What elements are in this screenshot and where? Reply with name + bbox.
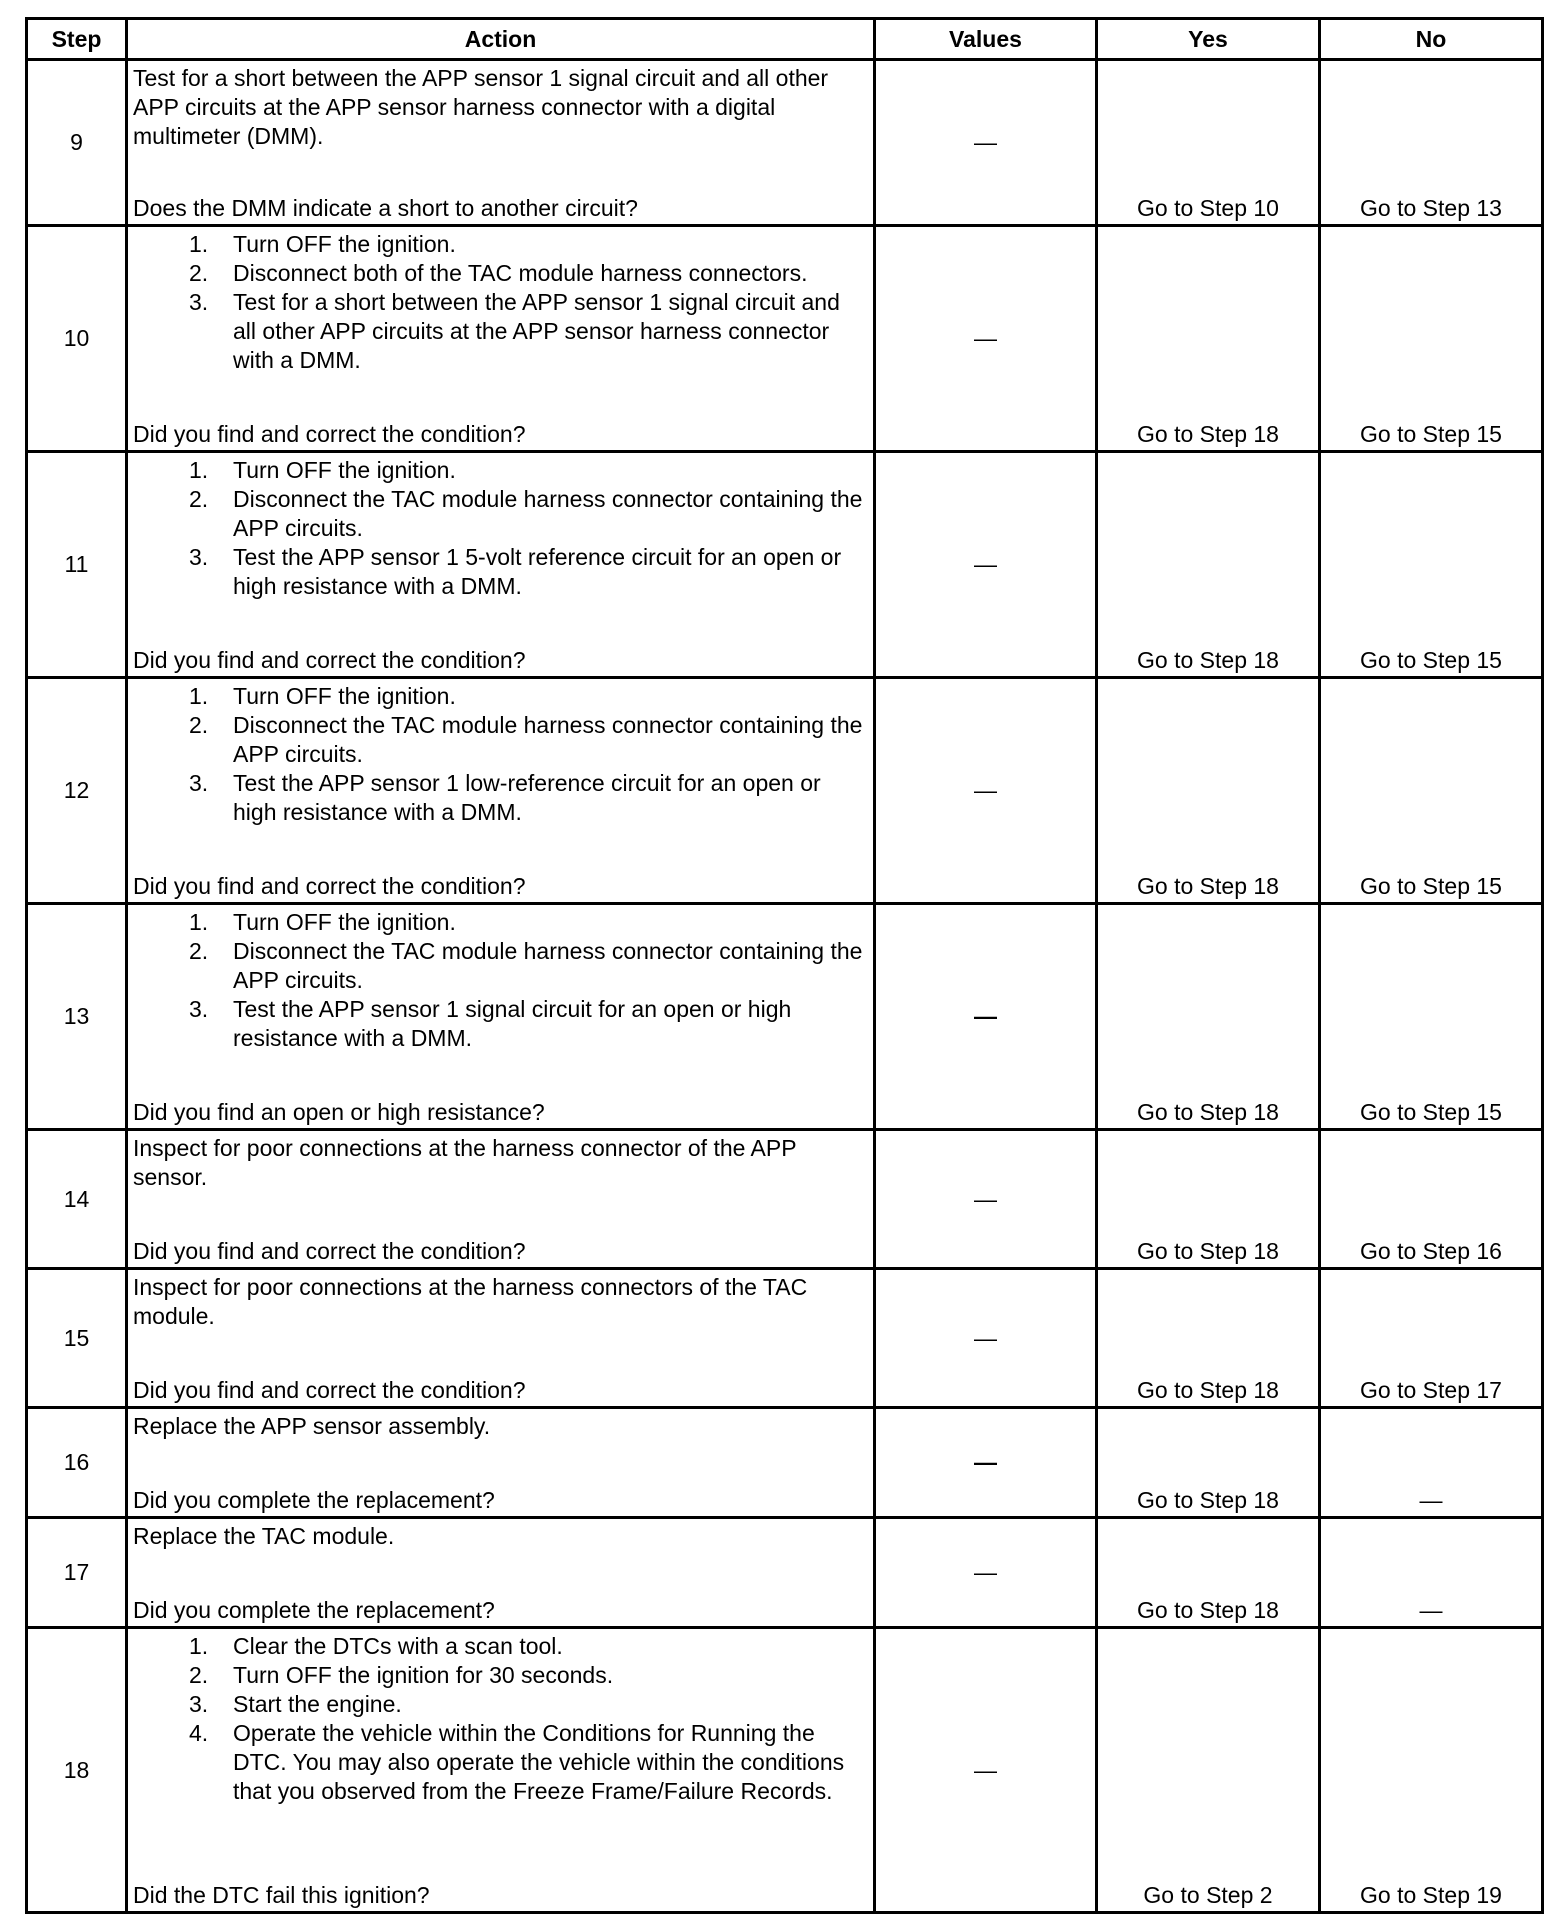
action-question: Did you complete the replacement? (133, 1597, 495, 1623)
action-cell (127, 226, 875, 452)
step-number: 9 (27, 60, 127, 226)
action-question: Did you complete the replacement? (133, 1487, 495, 1513)
yes-result: Go to Step 18 (1137, 873, 1279, 899)
header-step: Step (27, 19, 127, 60)
sub-step: 3. Test the APP sensor 1 5-volt reference circuit for an open or high resistance with a DMM. (189, 544, 842, 599)
yes-cell (1097, 678, 1320, 904)
step-number: 15 (27, 1269, 127, 1408)
action-cell (127, 678, 875, 904)
yes-result: Go to Step 10 (1137, 195, 1279, 221)
yes-result: Go to Step 18 (1137, 421, 1279, 447)
yes-cell (1097, 1269, 1320, 1408)
values-cell: — (875, 1518, 1097, 1628)
sub-step: 2. Disconnect the TAC module harness connector containing the APP circuits. (189, 486, 863, 541)
sub-step: 3. Test for a short between the APP sensor 1 signal circuit and all other APP circuits at the APP sensor harness connector with a DMM. (189, 289, 840, 373)
table-row (27, 1130, 1543, 1269)
step-number: 10 (27, 226, 127, 452)
action-cell (127, 1130, 875, 1269)
sub-step: 2. Disconnect the TAC module harness connector containing the APP circuits. (189, 938, 863, 993)
no-result: Go to Step 16 (1360, 1238, 1502, 1264)
values-cell: — (875, 1130, 1097, 1269)
sub-step: 1. Turn OFF the ignition. (189, 909, 456, 935)
action-question: Did you find and correct the condition? (133, 1238, 526, 1264)
yes-result: Go to Step 18 (1137, 1377, 1279, 1403)
table-row (27, 452, 1543, 678)
action-text: Test for a short between the APP sensor 1 signal circuit and all other APP circuits at the APP sensor harness connector with a digital multimeter (DMM). (133, 65, 829, 149)
sub-step: 1. Turn OFF the ignition. (189, 683, 456, 709)
yes-cell (1097, 1408, 1320, 1518)
action-question: Does the DMM indicate a short to another circuit? (133, 195, 638, 221)
yes-cell (1097, 1518, 1320, 1628)
no-result: Go to Step 17 (1360, 1377, 1502, 1403)
diagnostic-table-container (25, 17, 1541, 1914)
table-row (27, 1408, 1543, 1518)
action-cell (127, 1269, 875, 1408)
no-cell (1320, 1130, 1543, 1269)
values-cell: — (875, 452, 1097, 678)
table-row (27, 1628, 1543, 1913)
table-row (27, 60, 1543, 226)
action-cell (127, 1628, 875, 1913)
no-result: Go to Step 19 (1360, 1882, 1502, 1908)
header-values: Values (875, 19, 1097, 60)
action-text: Inspect for poor connections at the harness connector of the APP sensor. (133, 1135, 797, 1190)
header-row (27, 19, 1543, 60)
no-cell (1320, 226, 1543, 452)
sub-step-list (133, 1632, 869, 1806)
sub-step: 1. Turn OFF the ignition. (189, 231, 456, 257)
yes-cell (1097, 452, 1320, 678)
sub-step: 2. Turn OFF the ignition for 30 seconds. (189, 1662, 614, 1688)
action-question: Did you find and correct the condition? (133, 1377, 526, 1403)
sub-step: 1. Clear the DTCs with a scan tool. (189, 1633, 563, 1659)
no-cell (1320, 1628, 1543, 1913)
no-cell (1320, 678, 1543, 904)
table-row (27, 1518, 1543, 1628)
yes-result: Go to Step 18 (1137, 1597, 1279, 1623)
yes-cell (1097, 1130, 1320, 1269)
no-result: Go to Step 13 (1360, 195, 1502, 221)
action-text: Replace the TAC module. (133, 1523, 395, 1549)
yes-cell (1097, 60, 1320, 226)
values-cell: — (875, 1269, 1097, 1408)
diagnostic-table (25, 17, 1544, 1914)
values-cell: — (875, 226, 1097, 452)
no-result: — (1419, 1597, 1443, 1623)
sub-step: 3. Test the APP sensor 1 low-reference circuit for an open or high resistance with a DMM. (189, 770, 821, 825)
action-cell (127, 904, 875, 1130)
sub-step: 2. Disconnect the TAC module harness connector containing the APP circuits. (189, 712, 863, 767)
action-question: Did you find and correct the condition? (133, 647, 526, 673)
values-cell: — (875, 678, 1097, 904)
yes-result: Go to Step 2 (1143, 1882, 1273, 1908)
yes-result: Go to Step 18 (1137, 1487, 1279, 1513)
yes-cell (1097, 1628, 1320, 1913)
no-cell (1320, 60, 1543, 226)
action-question: Did you find an open or high resistance? (133, 1099, 545, 1125)
step-number: 17 (27, 1518, 127, 1628)
no-cell (1320, 452, 1543, 678)
table-row (27, 678, 1543, 904)
yes-cell (1097, 904, 1320, 1130)
yes-cell (1097, 226, 1320, 452)
step-number: 18 (27, 1628, 127, 1913)
no-result: Go to Step 15 (1360, 421, 1502, 447)
sub-step: 3. Test the APP sensor 1 signal circuit for an open or high resistance with a DMM. (189, 996, 792, 1051)
step-number: 11 (27, 452, 127, 678)
no-cell (1320, 1269, 1543, 1408)
values-cell: — (875, 1408, 1097, 1518)
sub-step: 3. Start the engine. (189, 1691, 402, 1717)
yes-result: Go to Step 18 (1137, 1238, 1279, 1264)
table-row (27, 226, 1543, 452)
action-question: Did the DTC fail this ignition? (133, 1882, 430, 1908)
table-row (27, 904, 1543, 1130)
header-no: No (1320, 19, 1543, 60)
no-cell (1320, 904, 1543, 1130)
action-question: Did you find and correct the condition? (133, 873, 526, 899)
sub-step: 1. Turn OFF the ignition. (189, 457, 456, 483)
table-row (27, 1269, 1543, 1408)
sub-step-list (133, 230, 869, 375)
action-cell (127, 452, 875, 678)
header-action: Action (127, 19, 875, 60)
sub-step: 2. Disconnect both of the TAC module harness connectors. (189, 260, 808, 286)
no-result: — (1419, 1487, 1443, 1513)
no-result: Go to Step 15 (1360, 1099, 1502, 1125)
sub-step-list (133, 682, 869, 827)
action-cell (127, 1518, 875, 1628)
action-cell (127, 1408, 875, 1518)
step-number: 16 (27, 1408, 127, 1518)
sub-step-list (133, 456, 869, 601)
no-cell (1320, 1518, 1543, 1628)
no-result: Go to Step 15 (1360, 647, 1502, 673)
no-result: Go to Step 15 (1360, 873, 1502, 899)
action-cell (127, 60, 875, 226)
values-cell: — (875, 1628, 1097, 1913)
step-number: 12 (27, 678, 127, 904)
values-cell: — (875, 60, 1097, 226)
values-cell: — (875, 904, 1097, 1130)
action-text: Replace the APP sensor assembly. (133, 1413, 491, 1439)
yes-result: Go to Step 18 (1137, 647, 1279, 673)
yes-result: Go to Step 18 (1137, 1099, 1279, 1125)
action-question: Did you find and correct the condition? (133, 421, 526, 447)
sub-step-list (133, 908, 869, 1053)
table-body (27, 60, 1543, 1913)
action-text: Inspect for poor connections at the harness connectors of the TAC module. (133, 1274, 808, 1329)
step-number: 14 (27, 1130, 127, 1269)
no-cell (1320, 1408, 1543, 1518)
sub-step: 4. Operate the vehicle within the Conditions for Running the DTC. You may also operate the vehicle within the conditions that you observed from the Freeze Frame/Failure Records. (189, 1720, 845, 1804)
step-number: 13 (27, 904, 127, 1130)
header-yes: Yes (1097, 19, 1320, 60)
